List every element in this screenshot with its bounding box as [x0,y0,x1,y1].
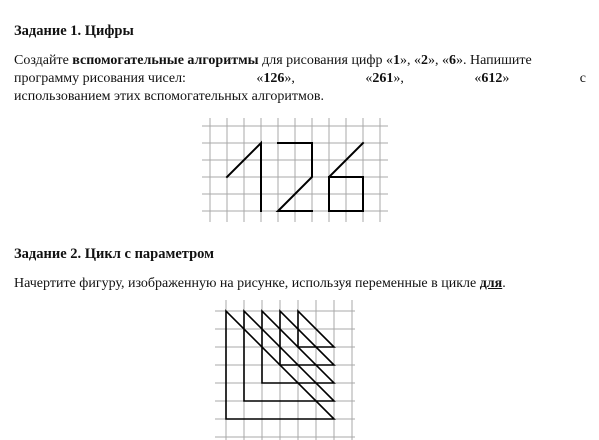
number-261: «261», [365,71,404,86]
task1-heading: Задание 1. Цифры [14,23,134,39]
text-run: для рисования цифр « [258,53,393,68]
digits-126-figure [200,118,390,224]
digit-6: 6 [449,53,456,68]
text-run: », « [428,53,449,68]
nested-triangles-figure [215,300,355,440]
number-612: «612» [474,71,510,86]
triangle-2 [244,311,334,401]
text-run: с [579,71,586,86]
text-run: Начертите фигуру, изображенную на рисунке, используя переменные в цикле [14,276,480,291]
task1-text [14,52,586,106]
grid [202,118,388,222]
text-run: программу рисования чисел: [14,71,186,86]
task2-heading: Задание 2. Цикл с параметром [14,246,215,262]
digit-1: 1 [393,53,400,68]
number-126: «126», [256,71,295,86]
task1-line-3: использованием этих вспомогательных алгоритмов. [14,89,324,104]
digit-2: 2 [421,53,428,68]
text-run: . [502,276,506,291]
task1-line-1 [14,52,586,70]
bold-term-helper-algorithms: вспомогательные алгоритмы [72,53,259,68]
text-run: », « [400,53,421,68]
task2-text [14,275,586,293]
task1-line-2 [14,70,586,88]
keyword-dlya: для [479,276,503,291]
text-run: Создайте [14,53,73,68]
text-run: ». Напишите [456,53,532,68]
